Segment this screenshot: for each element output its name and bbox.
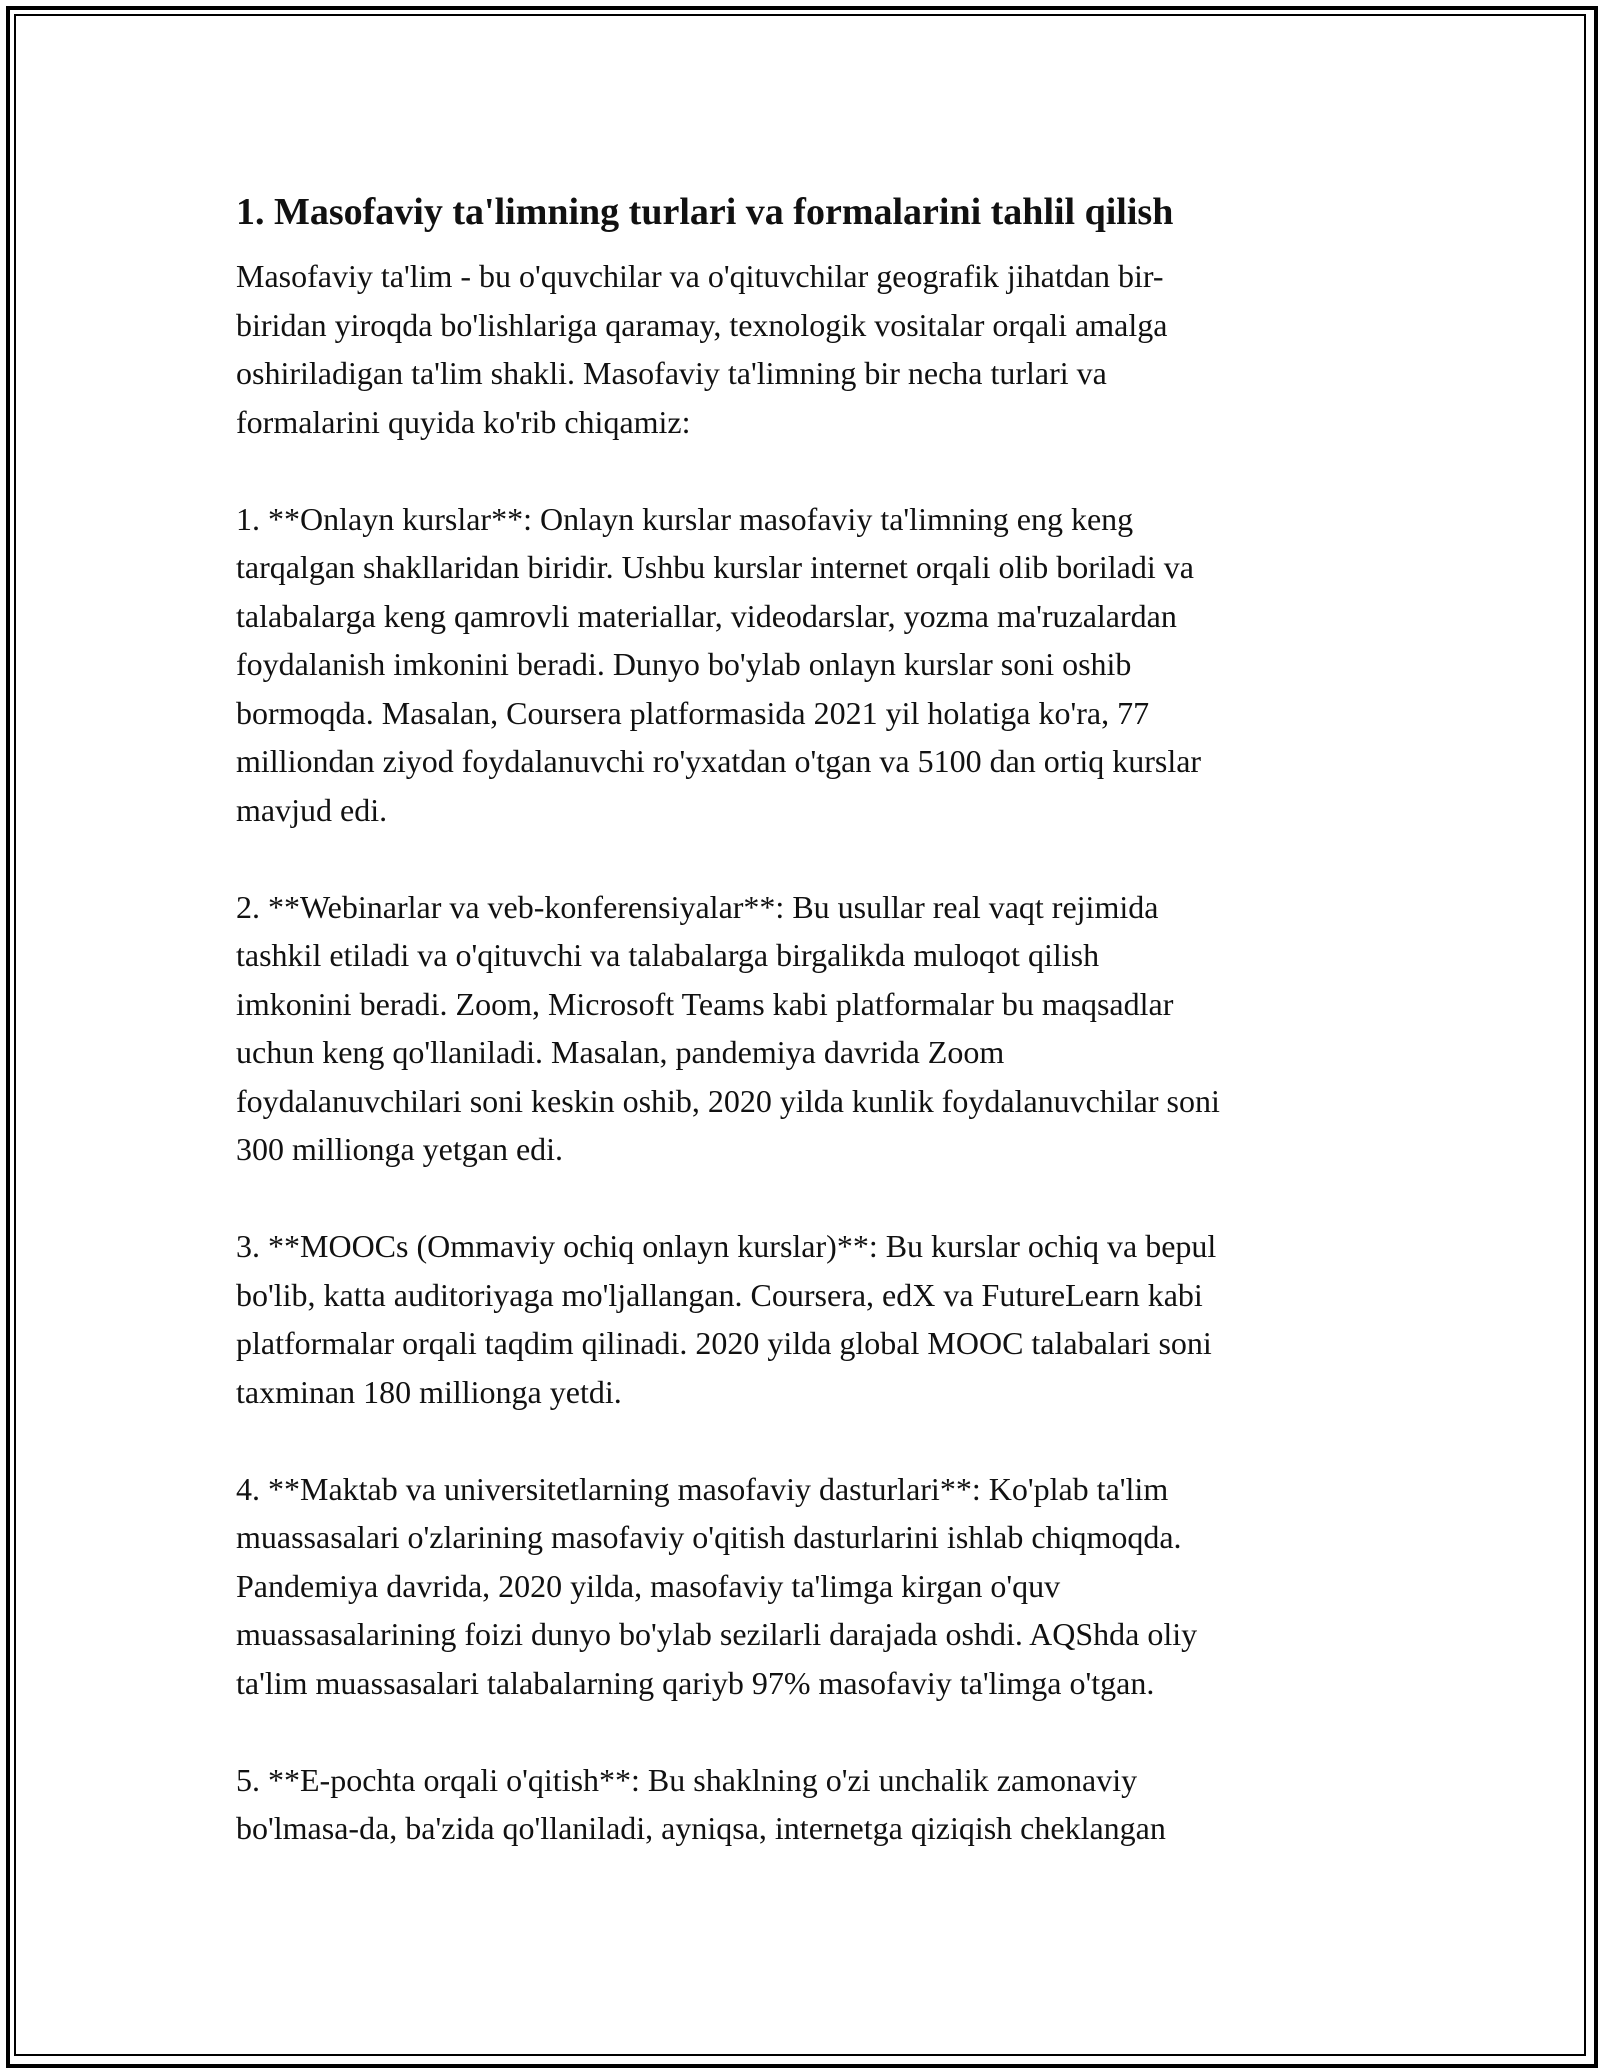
intro-paragraph bbox=[236, 252, 1372, 446]
text-line: Masofaviy ta'lim - bu o'quvchilar va o'qituvchilar geografik jihatdan bir- bbox=[236, 258, 1164, 294]
text-line: taxminan 180 millionga yetdi. bbox=[236, 1373, 622, 1410]
text-line: muassasalarining foizi dunyo bo'ylab sezilarli darajada oshdi. AQShda oliy bbox=[236, 1616, 1198, 1652]
text-line: bormoqda. Masalan, Coursera platformasida 2021 yil holatiga ko'ra, 77 bbox=[236, 694, 1150, 731]
online-courses-paragraph bbox=[236, 495, 1372, 835]
webinars-paragraph bbox=[236, 883, 1372, 1174]
text-line: tarqalgan shakllaridan biridir. Ushbu kurslar internet orqali olib boriladi va bbox=[236, 549, 1194, 585]
document-body bbox=[236, 186, 1372, 1901]
text-line: 1. **Onlayn kurslar**: Onlayn kurslar masofaviy ta'limning eng keng bbox=[236, 500, 1134, 537]
school-programs-paragraph bbox=[236, 1465, 1372, 1708]
text-line: muassasalari o'zlarining masofaviy o'qitish dasturlarini ishlab chiqmoqda. bbox=[236, 1519, 1182, 1555]
moocs-paragraph bbox=[236, 1222, 1372, 1416]
email-teaching-paragraph bbox=[236, 1756, 1372, 1853]
text-line: bo'lmasa-da, ba'zida qo'llaniladi, ayniqsa, internetga qiziqish cheklangan bbox=[236, 1810, 1166, 1846]
text-line: oshiriladigan ta'lim shakli. Masofaviy ta'limning bir necha turlari va bbox=[236, 355, 1107, 391]
text-line: platformalar orqali taqdim qilinadi. 2020 yilda global MOOC talabalari soni bbox=[236, 1325, 1212, 1361]
text-line: 300 millionga yetgan edi. bbox=[236, 1131, 564, 1167]
text-line: ta'lim muassasalari talabalarning qariyb 97% masofaviy ta'limga o'tgan. bbox=[236, 1664, 1155, 1701]
text-line: foydalanish imkonini beradi. Dunyo bo'ylab onlayn kurslar soni oshib bbox=[236, 646, 1132, 682]
text-line: tashkil etiladi va o'qituvchi va talabalarga birgalikda muloqot qilish bbox=[236, 937, 1100, 973]
text-line: uchun keng qo'llaniladi. Masalan, pandemiya davrida Zoom bbox=[236, 1034, 1005, 1070]
text-line: imkonini beradi. Zoom, Microsoft Teams kabi platformalar bu maqsadlar bbox=[236, 985, 1174, 1022]
text-line: bo'lib, katta auditoriyaga mo'ljallangan. Coursera, edX va FutureLearn kabi bbox=[236, 1276, 1203, 1313]
document-title: 1. Masofaviy ta'limning turlari va formalarini tahlil qilish bbox=[236, 191, 1174, 233]
text-line: Pandemiya davrida, 2020 yilda, masofaviy ta'limga kirgan o'quv bbox=[236, 1567, 1061, 1604]
text-line: 2. **Webinarlar va veb-konferensiyalar**: Bu usullar real vaqt rejimida bbox=[236, 888, 1159, 925]
text-line: mavjud edi. bbox=[236, 791, 388, 828]
text-line: formalarini quyida ko'rib chiqamiz: bbox=[236, 403, 691, 440]
text-line: 3. **MOOCs (Ommaviy ochiq onlayn kurslar)**: Bu kurslar ochiq va bepul bbox=[236, 1228, 1217, 1264]
text-line: 4. **Maktab va universitetlarning masofaviy dasturlari**: Ko'plab ta'lim bbox=[236, 1470, 1169, 1507]
text-line: talabalarga keng qamrovli materiallar, videodarslar, yozma ma'ruzalardan bbox=[236, 597, 1177, 634]
text-line: foydalanuvchilari soni keskin oshib, 2020 yilda kunlik foydalanuvchilar soni bbox=[236, 1082, 1220, 1119]
text-line: milliondan ziyod foydalanuvchi ro'yxatdan o'tgan va 5100 dan ortiq kurslar bbox=[236, 743, 1202, 779]
text-line: biridan yiroqda bo'lishlariga qaramay, texnologik vositalar orqali amalga bbox=[236, 306, 1168, 343]
text-line: 5. **E-pochta orqali o'qitish**: Bu shaklning o'zi unchalik zamonaviy bbox=[236, 1761, 1138, 1798]
